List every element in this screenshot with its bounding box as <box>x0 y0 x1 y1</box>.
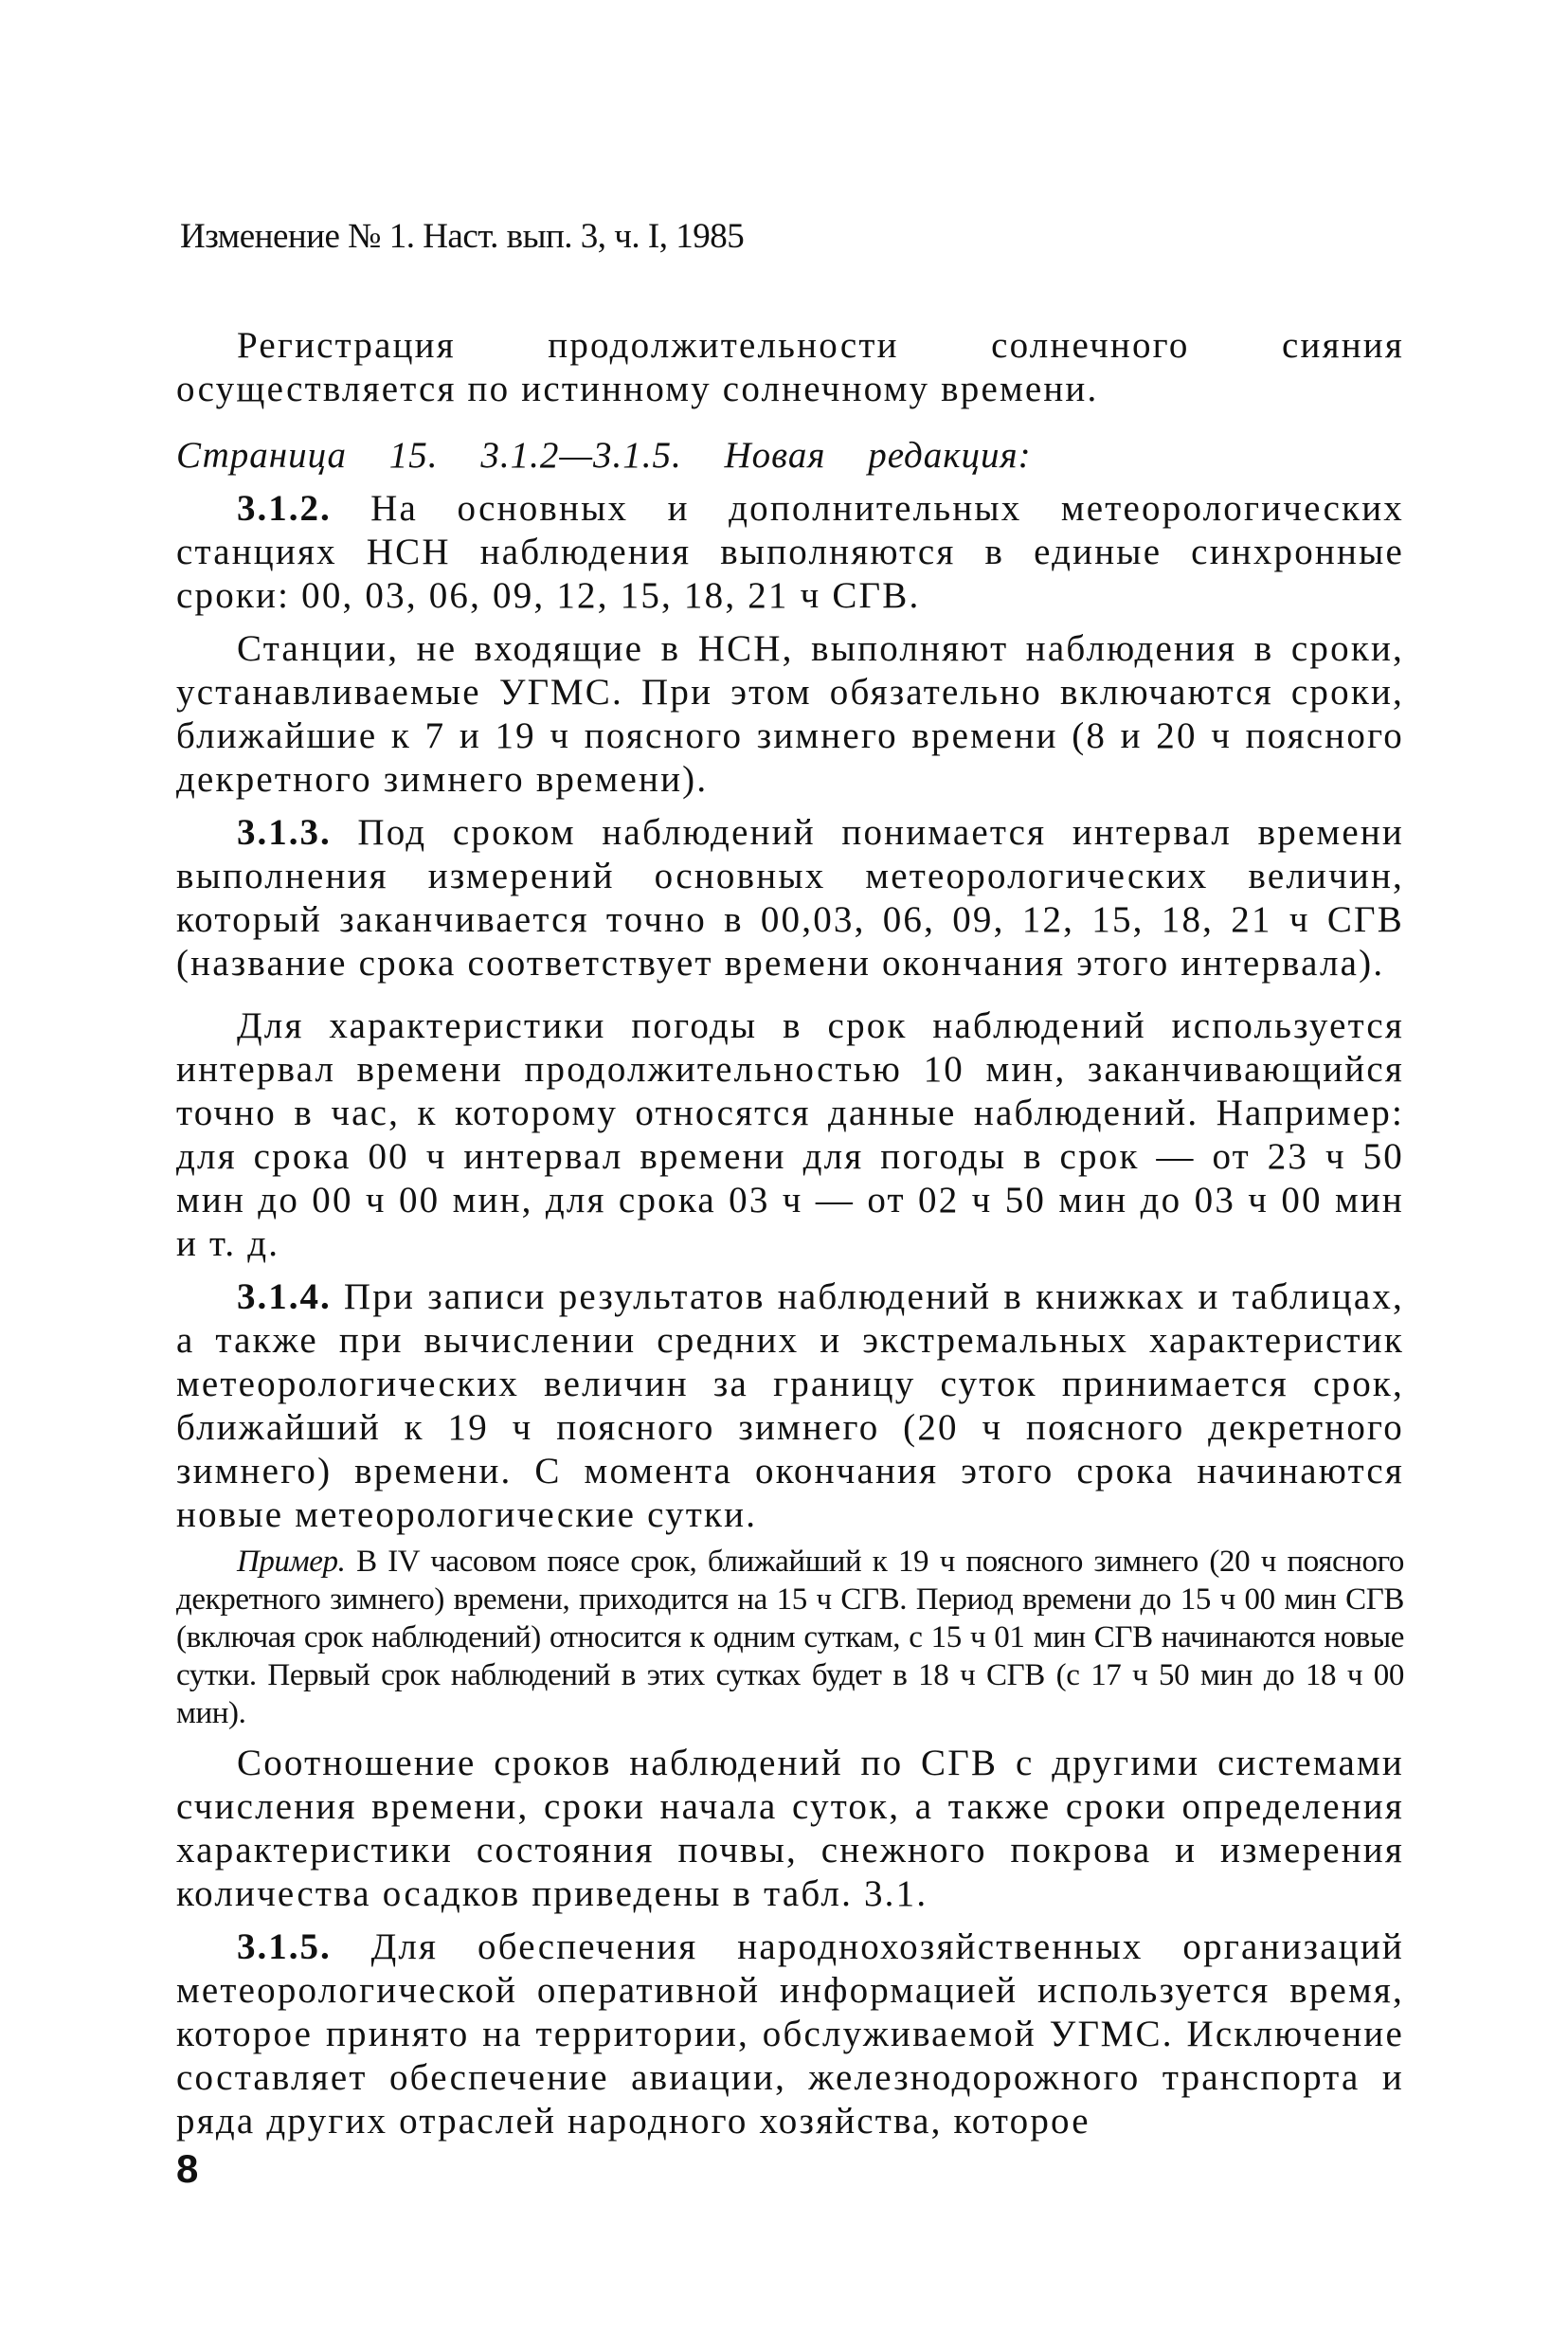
clause-number: 3.1.4. <box>237 1276 332 1317</box>
main-text <box>176 434 1404 2143</box>
page-number: 8 <box>176 2146 199 2191</box>
paragraph-stations: Станции, не входящие в НСН, выполняют наблюдения в сроки, устанавливаемые УГМС. При этом обязательно включаются сроки, ближайшие к 7 и 19 ч поясного зимнего времени (8 и 20 ч поясного декретного зимнего времени). <box>176 628 1404 800</box>
section-page-label: Страница 15. <box>176 435 439 476</box>
paragraph-3-1-5 <box>176 1925 1404 2143</box>
paragraph-3-1-2 <box>176 487 1404 618</box>
paragraph-text: Под сроком наблюдений понимается интервал времени выполнения измерений основных метеорологических величин, который заканчивается точно в 00,03, 06, 09, 12, 15, 18, 21 ч СГВ (название срока соответствует времени окончания этого интервала). <box>176 812 1404 984</box>
clause-number: 3.1.5. <box>237 1926 332 1967</box>
example-paragraph <box>176 1543 1404 1732</box>
paragraph-3-1-3 <box>176 811 1404 985</box>
paragraph-3-1-4 <box>176 1275 1404 1537</box>
clause-number: 3.1.2. <box>237 488 332 529</box>
paragraph-text: При записи результатов наблюдений в книжках и таблицах, а также при вычислении средних и экстремальных характеристик метеорологических величин за границу суток принимается срок, ближайший к 19 ч поясного зимнего (20 ч поясного декретного зимнего) времени. С момента окончания этого срока начинаются новые метеорологические сутки. <box>176 1276 1404 1535</box>
paragraph-text: На основных и дополнительных метеорологических станциях НСН наблюдения выполняются в единые синхронные сроки: 00, 03, 06, 09, 12, 15, 18, 21 ч СГВ. <box>176 488 1404 616</box>
paragraph-correlation: Соотношение сроков наблюдений по СГВ с другими системами счисления времени, сроки начала суток, а также сроки определения характеристики состояния почвы, снежного покрова и измерения количества осадков приведены в табл. 3.1. <box>176 1743 1404 1914</box>
intro-paragraph: Регистрация продолжительности солнечного сияния осуществляется по истинному солнечному времени. <box>176 325 1404 409</box>
paragraph-text: Для обеспечения народнохозяйственных организаций метеорологической оперативной информацией используется время, которое принято на территории, обслуживаемой УГМС. Исключение составляет обеспечение авиации, железнодорожного транспорта и ряда других отраслей народного хозяйства, которое <box>176 1926 1404 2142</box>
section-range-label: 3.1.2—3.1.5. Новая редакция: <box>480 435 1032 476</box>
intro-block <box>176 324 1404 411</box>
example-label: Пример. <box>237 1545 346 1579</box>
page-header: Изменение № 1. Наст. вып. 3, ч. I, 1985 <box>180 217 745 256</box>
paragraph-weather-interval: Для характеристики погоды в срок наблюдений используется интервал времени продолжительностью 10 мин, заканчивающийся точно в час, к которому относятся данные наблюдений. Например: для срока 00 ч интервал времени для погоды в срок — от 23 ч 50 мин до 00 ч 00 мин, для срока 03 ч — от 02 ч 50 мин до 03 ч 00 мин и т. д. <box>176 1005 1404 1264</box>
clause-number: 3.1.3. <box>237 812 332 853</box>
example-text: В IV часовом поясе срок, ближайший к 19 ч поясного зимнего (20 ч поясного декретного зимнего) времени, приходится на 15 ч СГВ. Период времени до 15 ч 00 мин СГВ (включая срок наблюдений) относится к одним суткам, с 15 ч 01 мин СГВ начинаются новые сутки. Первый срок наблюдений в этих сутках будет в 18 ч СГВ (с 17 ч 50 мин до 18 ч 00 мин). <box>176 1545 1404 1730</box>
section-heading <box>176 434 1404 478</box>
